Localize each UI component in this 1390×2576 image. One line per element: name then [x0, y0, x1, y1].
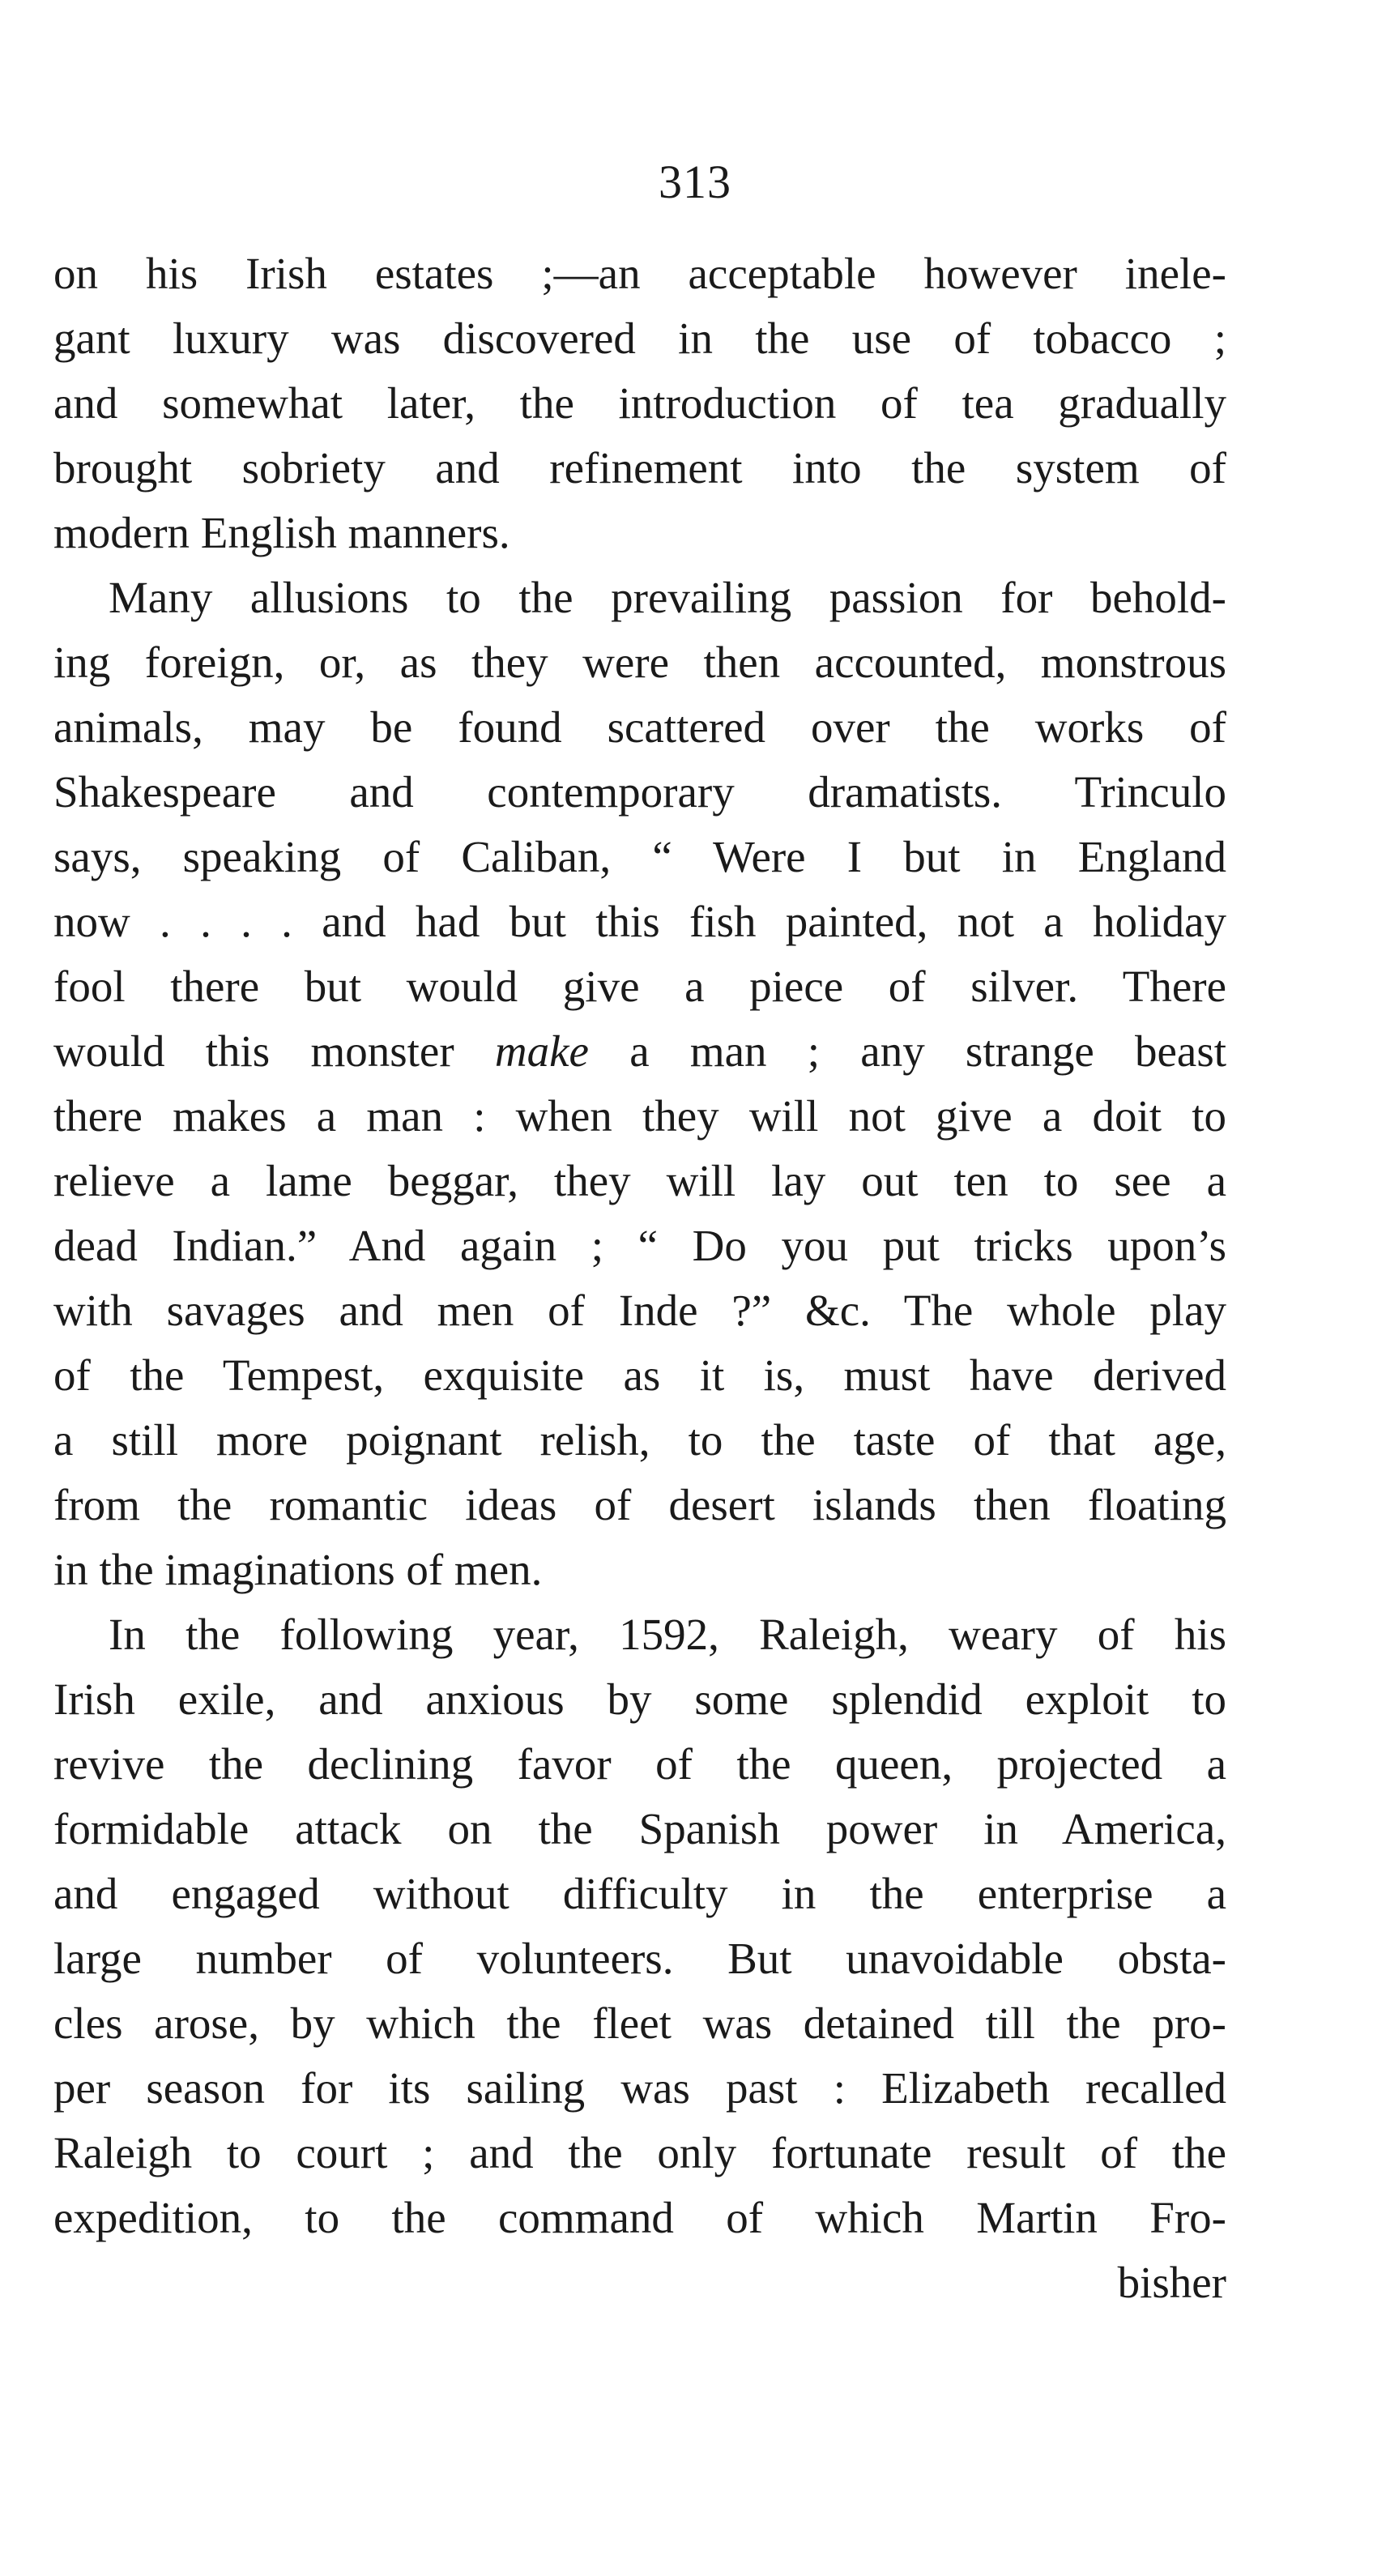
text-line: with savages and men of Inde ?” &c. The whole play: [53, 1286, 1226, 1335]
text-line: Raleigh to court ; and the only fortunate result of the: [53, 2128, 1226, 2177]
text-line: animals, may be found scattered over the works of: [53, 702, 1226, 752]
text-line: [53, 1019, 1226, 1084]
body-text: [53, 241, 1226, 2315]
text-line: formidable attack on the Spanish power in America,: [53, 1804, 1226, 1853]
text-line: relieve a lame beggar, they will lay out ten to see a: [53, 1156, 1226, 1205]
text-line: In the following year, 1592, Raleigh, weary of his: [109, 1610, 1226, 1659]
page-number: 313: [659, 156, 731, 208]
text-line: there makes a man : when they will not give a doit to: [53, 1091, 1226, 1141]
text-line: in the imaginations of men.: [53, 1545, 543, 1594]
text-run: a man ; any strange beast: [629, 1026, 1227, 1076]
text-line: cles arose, by which the fleet was detained till the pro-: [53, 1998, 1226, 2048]
text-line: from the romantic ideas of desert islands then floating: [53, 1480, 1226, 1529]
text-line: modern English manners.: [53, 508, 510, 557]
text-line: a still more poignant relish, to the taste of that age,: [53, 1415, 1226, 1465]
text-line: gant luxury was discovered in the use of tobacco ;: [53, 313, 1226, 363]
text-line: Shakespeare and contemporary dramatists. Trinculo: [53, 767, 1226, 817]
text-line: dead Indian.” And again ; “ Do you put tricks upon’s: [53, 1221, 1226, 1270]
text-line: large number of volunteers. But unavoidable obsta-: [53, 1934, 1226, 1983]
text-line: says, speaking of Caliban, “ Were I but in England: [53, 832, 1226, 881]
text-line: on his Irish estates ;—an acceptable however inele-: [53, 249, 1226, 298]
text-line: of the Tempest, exquisite as it is, must have derived: [53, 1350, 1226, 1400]
text-line: and somewhat later, the introduction of tea gradually: [53, 378, 1226, 428]
text-line: brought sobriety and refinement into the system of: [53, 443, 1226, 493]
text-line: ing foreign, or, as they were then accounted, monstrous: [53, 638, 1226, 687]
text-line: Many allusions to the prevailing passion for behold-: [109, 573, 1226, 622]
text-line: expedition, to the command of which Martin Fro-: [53, 2193, 1226, 2242]
text-line: now . . . . and had but this fish painted, not a holiday: [53, 897, 1226, 946]
text-line: Irish exile, and anxious by some splendid exploit to: [53, 1674, 1226, 1724]
italic-word: make: [494, 1026, 589, 1076]
text-line: and engaged without difficulty in the enterprise a: [53, 1869, 1226, 1918]
text-run: would this monster: [53, 1026, 454, 1076]
catchword: bisher: [1117, 2258, 1226, 2307]
text-line: per season for its sailing was past : Elizabeth recalled: [53, 2063, 1226, 2113]
text-line: revive the declining favor of the queen, projected a: [53, 1739, 1226, 1789]
text-line: fool there but would give a piece of silver. There: [53, 962, 1226, 1011]
